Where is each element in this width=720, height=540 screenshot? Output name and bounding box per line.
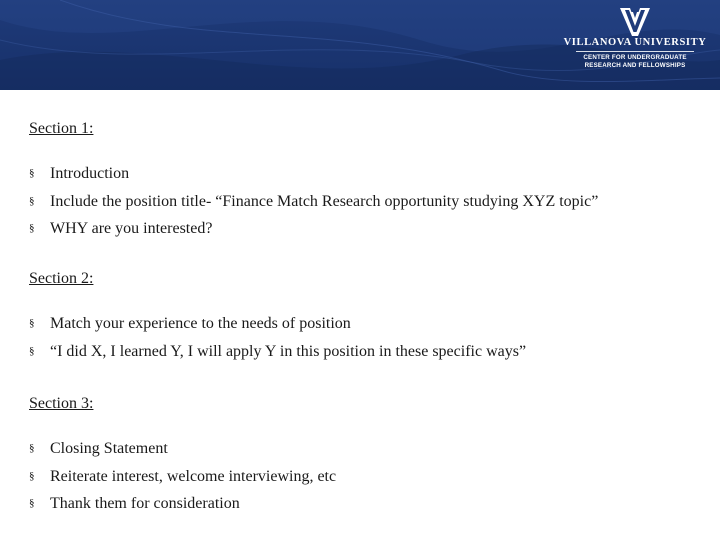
section-1-heading: Section 1: <box>29 120 94 137</box>
bullet-marker: § <box>29 442 35 454</box>
section-1-bullet-3: § WHY are you interested? <box>29 220 213 237</box>
section-3-bullet-2: § Reiterate interest, welcome interviewing, etc <box>29 468 337 485</box>
section-3-heading: Section 3: <box>29 395 94 412</box>
section-1-bullet-2: § Include the position title- “Finance Match Research opportunity studying XYZ topic” <box>29 193 599 210</box>
logo-center-line2: RESEARCH AND FELLOWSHIPS <box>584 62 686 69</box>
bullet-marker: § <box>29 317 35 329</box>
bullet-marker: § <box>29 222 35 234</box>
logo-center-line1: CENTER FOR UNDERGRADUATE <box>583 54 687 61</box>
bullet-marker: § <box>29 195 35 207</box>
section-1-bullet-1: § Introduction <box>29 165 130 182</box>
section-2-bullet-2: § “I did X, I learned Y, I will apply Y in this position in these specific ways” <box>29 343 527 360</box>
bullet-marker: § <box>29 497 35 509</box>
logo-university-name: VILLANOVA UNIVERSITY <box>563 37 707 48</box>
section-3-bullet-3: § Thank them for consideration <box>29 495 240 512</box>
bullet-marker: § <box>29 345 35 357</box>
bullet-marker: § <box>29 470 35 482</box>
section-2-bullet-1: § Match your experience to the needs of position <box>29 315 351 332</box>
section-2-heading: Section 2: <box>29 270 94 287</box>
bullet-marker: § <box>29 167 35 179</box>
section-3-bullet-1: § Closing Statement <box>29 440 168 457</box>
